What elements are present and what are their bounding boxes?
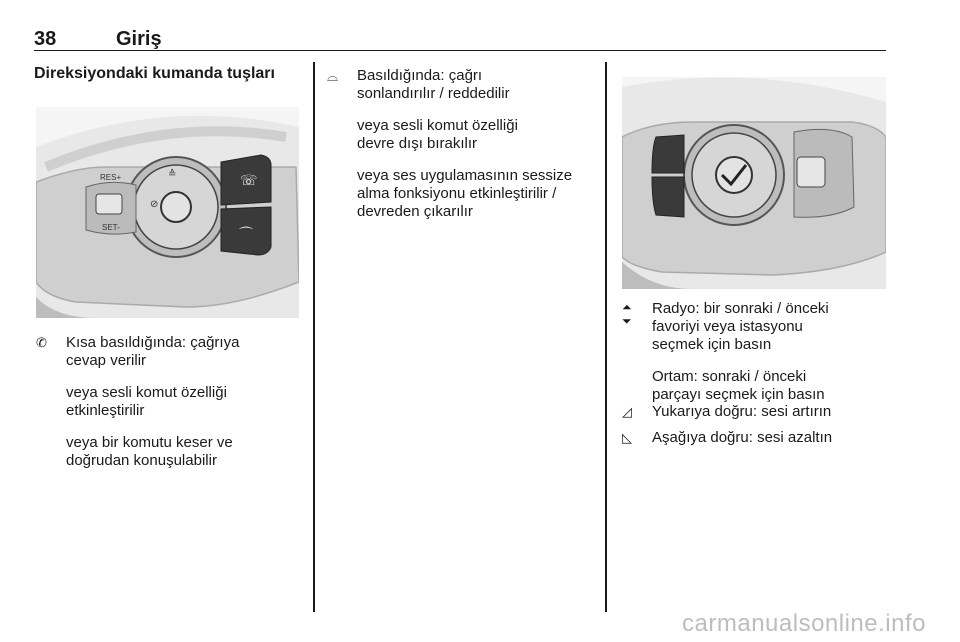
favourite-up-down-icon: ⏶ ⏷: [622, 300, 632, 328]
paragraph: veya ses uygulamasının sessize alma fonksiyonu etkinleştirilir / devreden çıkarılır: [357, 167, 573, 220]
paragraph: Radyo: bir sonraki / önceki favoriyi veya istasyonu seçmek için basın: [652, 300, 829, 353]
end-call-icon: ⌒: [239, 226, 253, 242]
watermark: carmanualsonline.info: [682, 610, 926, 637]
res-label: RES+: [100, 173, 122, 182]
section-title: Direksiyondaki kumanda tuşları: [34, 65, 275, 82]
chapter-title: Giriş: [116, 28, 162, 50]
phone-voice-icon: ☏: [240, 172, 258, 188]
paragraph: Yukarıya doğru: sesi artırın: [652, 403, 832, 420]
steering-wheel-left-image: [36, 107, 299, 318]
set-label: SET-: [102, 223, 120, 232]
volume-up-icon: ◿: [622, 404, 632, 419]
volume-down-icon: ◺: [622, 430, 632, 445]
end-call-icon: ⌓: [327, 68, 339, 84]
paragraph: Basıldığında: çağrı sonlandırılır / reddedilir: [357, 67, 510, 102]
paragraph: veya bir komutu keser ve doğrudan konuşulabilir: [66, 434, 233, 469]
paragraph: veya sesli komut özelliği devre dışı bırakılır: [357, 117, 518, 152]
cruise-icon: ⊘: [150, 199, 159, 210]
paragraph: Aşağıya doğru: sesi azaltın: [652, 429, 833, 446]
paragraph: veya sesli komut özelliği etkinleştirilir: [66, 384, 227, 419]
phone-voice-icon: ✆: [36, 335, 47, 350]
page-header: [34, 20, 886, 51]
steering-wheel-right-image: [622, 77, 886, 289]
paragraph: Kısa basıldığında: çağrıya cevap verilir: [66, 334, 240, 369]
column-divider-left: [313, 62, 315, 612]
paragraph: Ortam: sonraki / önceki parçayı seçmek için basın: [652, 368, 825, 403]
lane-assist-icon: ≙: [168, 169, 177, 180]
page-number: 38: [34, 28, 57, 50]
